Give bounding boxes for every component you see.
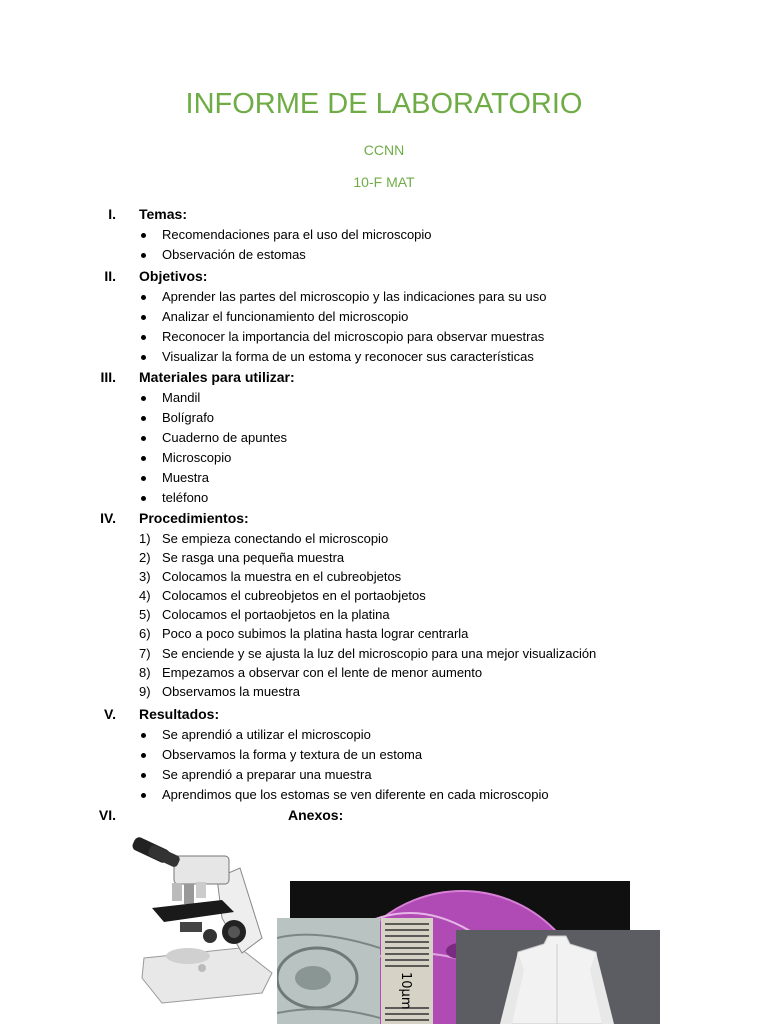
bullet-icon [141,315,146,320]
microscope-image [122,808,277,1024]
step-number: 4) [139,588,151,603]
step-text: Poco a poco subimos la platina hasta lograr centrarla [162,626,469,641]
bullet-icon [141,416,146,421]
step-text: Colocamos el cubreobjetos en el portaobjetos [162,588,426,603]
list-item: Se aprendió a preparar una muestra [162,767,372,782]
step-number: 8) [139,665,151,680]
step-number: 5) [139,607,151,622]
step-number: 3) [139,569,151,584]
list-item: teléfono [162,490,209,505]
list-item: Observamos la forma y textura de un estoma [162,747,423,762]
list-item: Observación de estomas [162,247,306,262]
ruler-micrograph-image [381,918,433,1024]
list-item: Analizar el funcionamiento del microscopio [162,309,409,324]
section-number: VI. [98,807,116,823]
list-item: Reconocer la importancia del microscopio para observar muestras [162,329,545,344]
section-number: IV. [100,510,116,526]
section-number: V. [104,706,116,722]
bullet-icon [141,496,146,501]
step-text: Observamos la muestra [162,684,300,699]
ruler-scale-label: 10μm [398,972,413,1010]
list-item: Aprendimos que los estomas se ven diferente en cada microscopio [162,787,549,802]
section-title-procedimientos: Procedimientos: [139,510,249,526]
course-label: 10-F MAT [353,174,415,190]
step-number: 2) [139,550,151,565]
step-text: Se empieza conectando el microscopio [162,531,389,546]
bullet-icon [141,793,146,798]
document-title: INFORME DE LABORATORIO [185,88,583,120]
section-title-resultados: Resultados: [139,706,220,722]
step-text: Se rasga una pequeña muestra [162,550,345,565]
list-item: Aprender las partes del microscopio y las indicaciones para su uso [162,289,547,304]
bullet-icon [141,396,146,401]
lab-coat-image [456,930,660,1024]
bullet-icon [141,476,146,481]
bullet-icon [141,233,146,238]
section-number: III. [100,369,116,385]
step-text: Empezamos a observar con el lente de menor aumento [162,665,483,680]
list-item: Visualizar la forma de un estoma y reconocer sus características [162,349,534,364]
list-item: Bolígrafo [162,410,215,425]
list-item: Cuaderno de apuntes [162,430,288,445]
cells-micrograph-image [277,918,380,1024]
bullet-icon [141,773,146,778]
section-title-objetivos: Objetivos: [139,268,208,284]
step-number: 1) [139,531,151,546]
bullet-icon [141,335,146,340]
list-item: Microscopio [162,450,232,465]
list-item: Se aprendió a utilizar el microscopio [162,727,371,742]
step-text: Colocamos la muestra en el cubreobjetos [162,569,402,584]
bullet-icon [141,733,146,738]
bullet-icon [141,295,146,300]
section-title-anexos: Anexos: [288,807,344,823]
section-number: II. [104,268,116,284]
step-text: Se enciende y se ajusta la luz del microscopio para una mejor visualización [162,646,597,661]
subject-label: CCNN [363,142,405,158]
section-title-temas: Temas: [139,206,187,222]
step-number: 6) [139,626,151,641]
step-text: Colocamos el portaobjetos en la platina [162,607,390,622]
section-number: I. [108,206,116,222]
step-number: 7) [139,646,151,661]
bullet-icon [141,253,146,258]
bullet-icon [141,753,146,758]
step-number: 9) [139,684,151,699]
list-item: Recomendaciones para el uso del microscopio [162,227,432,242]
list-item: Mandil [162,390,201,405]
bullet-icon [141,436,146,441]
bullet-icon [141,456,146,461]
list-item: Muestra [162,470,209,485]
section-title-materiales: Materiales para utilizar: [139,369,295,385]
bullet-icon [141,355,146,360]
